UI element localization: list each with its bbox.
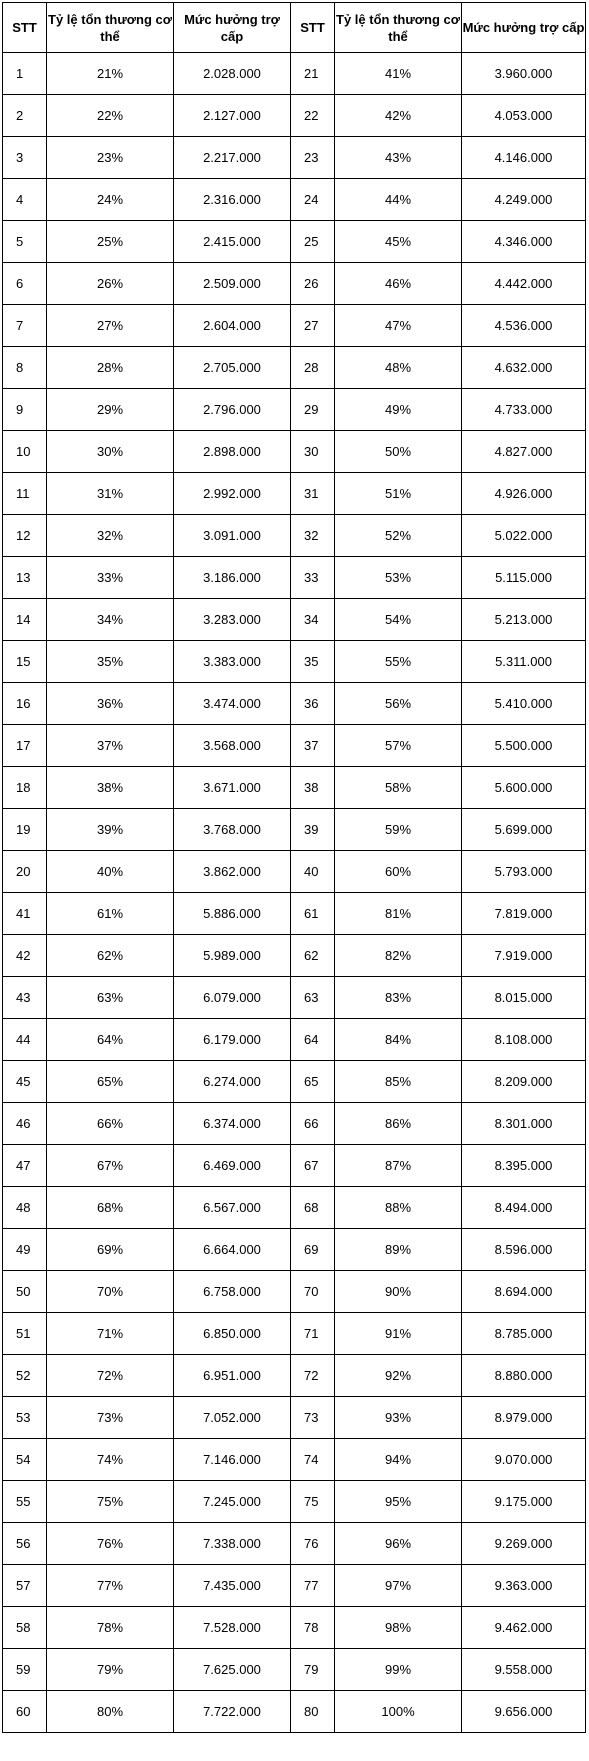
cell-injury-rate-right: 93% [335,1397,462,1439]
cell-injury-rate-right: 50% [335,431,462,473]
cell-allowance-left: 7.625.000 [174,1649,291,1691]
cell-stt-right: 76 [291,1523,335,1565]
cell-injury-rate-left: 63% [47,977,174,1019]
table-row [3,347,586,389]
cell-stt-right: 74 [291,1439,335,1481]
cell-allowance-left: 7.528.000 [174,1607,291,1649]
table-row [3,1565,586,1607]
cell-allowance-left: 2.415.000 [174,221,291,263]
cell-allowance-right: 7.819.000 [462,893,586,935]
cell-stt-left: 50 [3,1271,47,1313]
cell-injury-rate-left: 32% [47,515,174,557]
cell-allowance-right: 4.442.000 [462,263,586,305]
cell-stt-right: 32 [291,515,335,557]
table-row [3,221,586,263]
cell-allowance-right: 8.301.000 [462,1103,586,1145]
cell-allowance-left: 5.989.000 [174,935,291,977]
cell-injury-rate-right: 53% [335,557,462,599]
cell-injury-rate-left: 64% [47,1019,174,1061]
cell-injury-rate-left: 75% [47,1481,174,1523]
table-row [3,1439,586,1481]
cell-stt-left: 59 [3,1649,47,1691]
cell-allowance-left: 7.722.000 [174,1691,291,1733]
cell-allowance-right: 4.733.000 [462,389,586,431]
cell-injury-rate-left: 38% [47,767,174,809]
cell-allowance-left: 2.217.000 [174,137,291,179]
table-row [3,137,586,179]
cell-stt-left: 56 [3,1523,47,1565]
table-row [3,1019,586,1061]
cell-injury-rate-right: 90% [335,1271,462,1313]
cell-injury-rate-left: 76% [47,1523,174,1565]
table-row [3,179,586,221]
cell-injury-rate-right: 47% [335,305,462,347]
cell-injury-rate-left: 33% [47,557,174,599]
cell-injury-rate-left: 62% [47,935,174,977]
table-row [3,473,586,515]
cell-stt-right: 35 [291,641,335,683]
cell-stt-left: 58 [3,1607,47,1649]
cell-injury-rate-right: 43% [335,137,462,179]
cell-stt-right: 39 [291,809,335,851]
cell-allowance-right: 4.827.000 [462,431,586,473]
cell-injury-rate-right: 41% [335,53,462,95]
cell-stt-right: 70 [291,1271,335,1313]
cell-allowance-left: 3.383.000 [174,641,291,683]
table-row [3,95,586,137]
cell-stt-right: 77 [291,1565,335,1607]
cell-allowance-left: 2.796.000 [174,389,291,431]
cell-stt-left: 57 [3,1565,47,1607]
cell-stt-left: 5 [3,221,47,263]
cell-stt-right: 23 [291,137,335,179]
cell-stt-right: 66 [291,1103,335,1145]
cell-injury-rate-right: 54% [335,599,462,641]
cell-allowance-left: 7.052.000 [174,1397,291,1439]
table-row [3,767,586,809]
cell-stt-left: 52 [3,1355,47,1397]
cell-allowance-right: 8.108.000 [462,1019,586,1061]
cell-allowance-right: 4.249.000 [462,179,586,221]
cell-injury-rate-left: 21% [47,53,174,95]
cell-allowance-right: 8.694.000 [462,1271,586,1313]
cell-allowance-left: 6.079.000 [174,977,291,1019]
cell-injury-rate-left: 26% [47,263,174,305]
cell-injury-rate-right: 45% [335,221,462,263]
cell-injury-rate-right: 99% [335,1649,462,1691]
cell-injury-rate-left: 22% [47,95,174,137]
cell-allowance-left: 6.664.000 [174,1229,291,1271]
cell-stt-right: 27 [291,305,335,347]
cell-stt-left: 12 [3,515,47,557]
cell-injury-rate-right: 55% [335,641,462,683]
cell-allowance-right: 5.213.000 [462,599,586,641]
cell-stt-left: 8 [3,347,47,389]
cell-injury-rate-right: 94% [335,1439,462,1481]
cell-injury-rate-left: 35% [47,641,174,683]
cell-allowance-left: 7.245.000 [174,1481,291,1523]
cell-allowance-right: 9.462.000 [462,1607,586,1649]
cell-allowance-left: 3.862.000 [174,851,291,893]
cell-injury-rate-left: 24% [47,179,174,221]
table-row [3,1313,586,1355]
table-row [3,1481,586,1523]
cell-injury-rate-right: 56% [335,683,462,725]
cell-injury-rate-left: 71% [47,1313,174,1355]
cell-stt-left: 11 [3,473,47,515]
cell-allowance-left: 7.435.000 [174,1565,291,1607]
cell-allowance-left: 2.316.000 [174,179,291,221]
cell-allowance-right: 5.022.000 [462,515,586,557]
cell-allowance-right: 8.785.000 [462,1313,586,1355]
header-allowance-right: Mức hưởng trợ cấp [462,3,586,53]
cell-injury-rate-right: 96% [335,1523,462,1565]
cell-stt-left: 18 [3,767,47,809]
cell-stt-right: 38 [291,767,335,809]
cell-allowance-left: 3.091.000 [174,515,291,557]
header-stt-left: STT [3,3,47,53]
cell-stt-right: 61 [291,893,335,935]
cell-injury-rate-right: 58% [335,767,462,809]
cell-stt-right: 78 [291,1607,335,1649]
cell-allowance-right: 9.269.000 [462,1523,586,1565]
cell-allowance-right: 9.558.000 [462,1649,586,1691]
cell-stt-left: 42 [3,935,47,977]
cell-stt-left: 51 [3,1313,47,1355]
cell-allowance-right: 8.979.000 [462,1397,586,1439]
table-row [3,851,586,893]
cell-injury-rate-left: 37% [47,725,174,767]
table-row [3,683,586,725]
cell-injury-rate-left: 31% [47,473,174,515]
cell-injury-rate-right: 49% [335,389,462,431]
cell-injury-rate-right: 95% [335,1481,462,1523]
cell-injury-rate-right: 57% [335,725,462,767]
cell-allowance-right: 8.209.000 [462,1061,586,1103]
cell-stt-right: 34 [291,599,335,641]
cell-stt-left: 3 [3,137,47,179]
cell-allowance-right: 4.632.000 [462,347,586,389]
table-row [3,53,586,95]
cell-injury-rate-right: 51% [335,473,462,515]
cell-stt-left: 43 [3,977,47,1019]
cell-stt-left: 44 [3,1019,47,1061]
cell-injury-rate-right: 92% [335,1355,462,1397]
cell-stt-right: 63 [291,977,335,1019]
cell-allowance-right: 3.960.000 [462,53,586,95]
cell-stt-right: 67 [291,1145,335,1187]
cell-allowance-left: 6.951.000 [174,1355,291,1397]
table-row [3,893,586,935]
cell-allowance-left: 2.705.000 [174,347,291,389]
table-row [3,1523,586,1565]
table-header-row [3,3,586,53]
cell-allowance-left: 6.469.000 [174,1145,291,1187]
cell-injury-rate-left: 78% [47,1607,174,1649]
cell-injury-rate-left: 67% [47,1145,174,1187]
cell-allowance-right: 9.656.000 [462,1691,586,1733]
cell-stt-left: 1 [3,53,47,95]
table-row [3,1271,586,1313]
cell-injury-rate-left: 23% [47,137,174,179]
cell-injury-rate-left: 65% [47,1061,174,1103]
cell-allowance-right: 8.880.000 [462,1355,586,1397]
cell-allowance-left: 3.186.000 [174,557,291,599]
cell-injury-rate-left: 29% [47,389,174,431]
cell-allowance-left: 6.567.000 [174,1187,291,1229]
cell-injury-rate-right: 87% [335,1145,462,1187]
header-allowance-left: Mức hưởng trợ cấp [174,3,291,53]
cell-stt-left: 48 [3,1187,47,1229]
cell-injury-rate-left: 25% [47,221,174,263]
cell-injury-rate-left: 28% [47,347,174,389]
table-row [3,725,586,767]
cell-allowance-right: 4.536.000 [462,305,586,347]
cell-stt-right: 68 [291,1187,335,1229]
cell-stt-right: 31 [291,473,335,515]
table-body [3,53,586,1733]
cell-stt-right: 37 [291,725,335,767]
cell-stt-left: 41 [3,893,47,935]
cell-injury-rate-right: 84% [335,1019,462,1061]
cell-stt-left: 45 [3,1061,47,1103]
cell-allowance-right: 5.115.000 [462,557,586,599]
cell-stt-left: 9 [3,389,47,431]
cell-allowance-left: 3.671.000 [174,767,291,809]
table-row [3,1607,586,1649]
cell-allowance-left: 7.146.000 [174,1439,291,1481]
table-row [3,515,586,557]
cell-stt-left: 16 [3,683,47,725]
cell-injury-rate-right: 60% [335,851,462,893]
cell-stt-left: 4 [3,179,47,221]
cell-stt-right: 29 [291,389,335,431]
cell-stt-left: 55 [3,1481,47,1523]
table-row [3,641,586,683]
cell-allowance-right: 9.175.000 [462,1481,586,1523]
cell-allowance-left: 3.568.000 [174,725,291,767]
cell-allowance-left: 2.028.000 [174,53,291,95]
cell-stt-left: 14 [3,599,47,641]
table-row [3,431,586,473]
cell-injury-rate-left: 79% [47,1649,174,1691]
cell-stt-left: 20 [3,851,47,893]
cell-stt-right: 80 [291,1691,335,1733]
cell-stt-right: 33 [291,557,335,599]
cell-allowance-right: 5.500.000 [462,725,586,767]
cell-allowance-left: 2.127.000 [174,95,291,137]
cell-allowance-right: 5.311.000 [462,641,586,683]
cell-allowance-left: 2.898.000 [174,431,291,473]
cell-injury-rate-left: 36% [47,683,174,725]
table-row [3,935,586,977]
cell-injury-rate-right: 88% [335,1187,462,1229]
cell-stt-left: 2 [3,95,47,137]
allowance-table [2,2,586,1733]
cell-injury-rate-left: 40% [47,851,174,893]
cell-stt-right: 64 [291,1019,335,1061]
cell-allowance-right: 8.395.000 [462,1145,586,1187]
cell-stt-right: 26 [291,263,335,305]
cell-stt-left: 15 [3,641,47,683]
cell-injury-rate-right: 82% [335,935,462,977]
cell-injury-rate-left: 66% [47,1103,174,1145]
cell-allowance-left: 2.604.000 [174,305,291,347]
cell-allowance-right: 5.793.000 [462,851,586,893]
cell-allowance-left: 3.768.000 [174,809,291,851]
cell-injury-rate-left: 72% [47,1355,174,1397]
cell-injury-rate-left: 30% [47,431,174,473]
cell-stt-left: 19 [3,809,47,851]
cell-allowance-right: 4.926.000 [462,473,586,515]
cell-stt-right: 22 [291,95,335,137]
cell-injury-rate-left: 80% [47,1691,174,1733]
cell-allowance-right: 7.919.000 [462,935,586,977]
cell-stt-right: 40 [291,851,335,893]
table-row [3,305,586,347]
cell-stt-left: 17 [3,725,47,767]
cell-injury-rate-left: 69% [47,1229,174,1271]
allowance-table-container [2,2,586,1733]
cell-injury-rate-left: 68% [47,1187,174,1229]
cell-allowance-left: 3.283.000 [174,599,291,641]
cell-injury-rate-right: 97% [335,1565,462,1607]
cell-allowance-right: 4.346.000 [462,221,586,263]
cell-stt-left: 10 [3,431,47,473]
header-stt-right: STT [291,3,335,53]
cell-allowance-left: 6.274.000 [174,1061,291,1103]
cell-stt-right: 71 [291,1313,335,1355]
cell-stt-right: 36 [291,683,335,725]
cell-allowance-right: 4.053.000 [462,95,586,137]
table-row [3,1691,586,1733]
cell-stt-left: 54 [3,1439,47,1481]
cell-injury-rate-left: 73% [47,1397,174,1439]
cell-stt-left: 46 [3,1103,47,1145]
table-row [3,1229,586,1271]
cell-allowance-right: 5.600.000 [462,767,586,809]
cell-stt-right: 72 [291,1355,335,1397]
cell-injury-rate-left: 34% [47,599,174,641]
cell-injury-rate-right: 46% [335,263,462,305]
table-row [3,1355,586,1397]
cell-injury-rate-right: 86% [335,1103,462,1145]
table-row [3,1649,586,1691]
cell-injury-rate-right: 81% [335,893,462,935]
cell-allowance-right: 8.596.000 [462,1229,586,1271]
cell-stt-right: 21 [291,53,335,95]
table-row [3,599,586,641]
cell-injury-rate-left: 74% [47,1439,174,1481]
cell-allowance-left: 5.886.000 [174,893,291,935]
cell-allowance-right: 5.699.000 [462,809,586,851]
table-row [3,1397,586,1439]
cell-injury-rate-right: 59% [335,809,462,851]
cell-stt-right: 75 [291,1481,335,1523]
cell-injury-rate-right: 100% [335,1691,462,1733]
cell-allowance-right: 9.070.000 [462,1439,586,1481]
cell-allowance-right: 8.015.000 [462,977,586,1019]
cell-allowance-left: 6.179.000 [174,1019,291,1061]
table-row [3,977,586,1019]
cell-injury-rate-right: 42% [335,95,462,137]
cell-stt-right: 79 [291,1649,335,1691]
cell-injury-rate-left: 61% [47,893,174,935]
cell-stt-left: 13 [3,557,47,599]
cell-allowance-left: 3.474.000 [174,683,291,725]
cell-stt-left: 53 [3,1397,47,1439]
table-row [3,1187,586,1229]
table-row [3,1061,586,1103]
cell-stt-right: 24 [291,179,335,221]
cell-allowance-right: 8.494.000 [462,1187,586,1229]
table-row [3,809,586,851]
cell-allowance-left: 7.338.000 [174,1523,291,1565]
cell-stt-left: 60 [3,1691,47,1733]
table-row [3,389,586,431]
cell-injury-rate-right: 91% [335,1313,462,1355]
cell-injury-rate-right: 89% [335,1229,462,1271]
cell-allowance-right: 4.146.000 [462,137,586,179]
cell-injury-rate-right: 85% [335,1061,462,1103]
cell-stt-left: 47 [3,1145,47,1187]
cell-injury-rate-right: 48% [335,347,462,389]
cell-allowance-left: 6.758.000 [174,1271,291,1313]
cell-injury-rate-left: 70% [47,1271,174,1313]
cell-injury-rate-right: 98% [335,1607,462,1649]
cell-stt-right: 28 [291,347,335,389]
cell-stt-right: 25 [291,221,335,263]
table-row [3,1103,586,1145]
cell-allowance-left: 2.509.000 [174,263,291,305]
cell-allowance-left: 6.850.000 [174,1313,291,1355]
cell-stt-right: 69 [291,1229,335,1271]
cell-stt-left: 6 [3,263,47,305]
header-injury-rate-right: Tỷ lệ tổn thương cơ thể [335,3,462,53]
cell-injury-rate-left: 27% [47,305,174,347]
cell-stt-right: 73 [291,1397,335,1439]
cell-allowance-right: 9.363.000 [462,1565,586,1607]
cell-stt-right: 65 [291,1061,335,1103]
cell-allowance-left: 6.374.000 [174,1103,291,1145]
cell-allowance-left: 2.992.000 [174,473,291,515]
cell-injury-rate-right: 83% [335,977,462,1019]
table-row [3,1145,586,1187]
cell-stt-left: 49 [3,1229,47,1271]
cell-injury-rate-left: 77% [47,1565,174,1607]
cell-stt-right: 30 [291,431,335,473]
table-row [3,557,586,599]
cell-injury-rate-right: 52% [335,515,462,557]
cell-stt-left: 7 [3,305,47,347]
cell-stt-right: 62 [291,935,335,977]
cell-allowance-right: 5.410.000 [462,683,586,725]
table-row [3,263,586,305]
header-injury-rate-left: Tỷ lệ tổn thương cơ thể [47,3,174,53]
cell-injury-rate-left: 39% [47,809,174,851]
cell-injury-rate-right: 44% [335,179,462,221]
